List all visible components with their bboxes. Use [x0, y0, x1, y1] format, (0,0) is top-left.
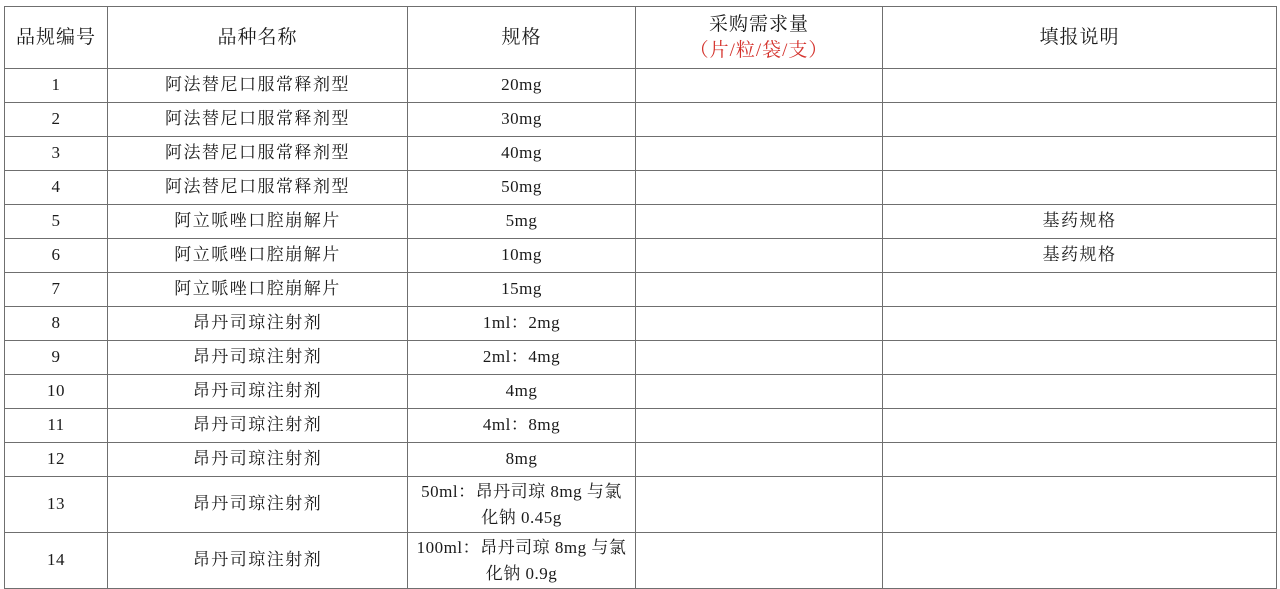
cell-code: 14 — [5, 533, 108, 589]
column-header-quantity-text: 采购需求量 — [708, 14, 809, 36]
table-row — [5, 103, 1277, 137]
table-row — [5, 443, 1277, 477]
cell-code: 13 — [5, 477, 108, 533]
cell-spec: 4ml：8mg — [408, 409, 636, 443]
cell-code: 9 — [5, 341, 108, 375]
column-header-quantity-unit: （片/粒/袋/支） — [689, 39, 829, 61]
cell-code: 12 — [5, 443, 108, 477]
cell-quantity[interactable] — [636, 307, 883, 341]
cell-spec: 30mg — [408, 103, 636, 137]
cell-name: 阿法替尼口服常释剂型 — [108, 103, 408, 137]
cell-name: 阿立哌唑口腔崩解片 — [108, 239, 408, 273]
cell-name: 昂丹司琼注射剂 — [108, 307, 408, 341]
cell-code: 3 — [5, 137, 108, 171]
cell-quantity[interactable] — [636, 171, 883, 205]
cell-name: 阿法替尼口服常释剂型 — [108, 171, 408, 205]
table-row — [5, 137, 1277, 171]
cell-spec: 2ml：4mg — [408, 341, 636, 375]
table-row — [5, 341, 1277, 375]
cell-name: 阿法替尼口服常释剂型 — [108, 69, 408, 103]
cell-note — [883, 341, 1277, 375]
column-header-name: 品种名称 — [108, 7, 408, 69]
cell-quantity[interactable] — [636, 341, 883, 375]
cell-spec: 40mg — [408, 137, 636, 171]
drug-procurement-table — [4, 6, 1277, 589]
cell-quantity[interactable] — [636, 137, 883, 171]
cell-spec: 50ml：昂丹司琼 8mg 与氯化钠 0.45g — [408, 477, 636, 533]
cell-quantity[interactable] — [636, 239, 883, 273]
cell-code: 4 — [5, 171, 108, 205]
cell-note — [883, 443, 1277, 477]
cell-name: 昂丹司琼注射剂 — [108, 375, 408, 409]
cell-code: 10 — [5, 375, 108, 409]
cell-spec: 4mg — [408, 375, 636, 409]
cell-spec: 100ml：昂丹司琼 8mg 与氯化钠 0.9g — [408, 533, 636, 589]
cell-spec: 20mg — [408, 69, 636, 103]
column-header-code: 品规编号 — [5, 7, 108, 69]
cell-code: 11 — [5, 409, 108, 443]
cell-name: 昂丹司琼注射剂 — [108, 409, 408, 443]
cell-note — [883, 409, 1277, 443]
table-row — [5, 409, 1277, 443]
cell-spec: 15mg — [408, 273, 636, 307]
cell-note — [883, 375, 1277, 409]
cell-spec: 50mg — [408, 171, 636, 205]
cell-quantity[interactable] — [636, 103, 883, 137]
cell-note — [883, 533, 1277, 589]
cell-name: 昂丹司琼注射剂 — [108, 477, 408, 533]
cell-code: 6 — [5, 239, 108, 273]
cell-note — [883, 273, 1277, 307]
cell-spec: 5mg — [408, 205, 636, 239]
cell-note — [883, 477, 1277, 533]
cell-spec: 1ml：2mg — [408, 307, 636, 341]
cell-spec: 10mg — [408, 239, 636, 273]
cell-name: 昂丹司琼注射剂 — [108, 443, 408, 477]
table-row — [5, 239, 1277, 273]
cell-quantity[interactable] — [636, 477, 883, 533]
cell-name: 昂丹司琼注射剂 — [108, 533, 408, 589]
cell-name: 昂丹司琼注射剂 — [108, 341, 408, 375]
cell-note — [883, 103, 1277, 137]
table-body — [5, 69, 1277, 589]
table-row — [5, 171, 1277, 205]
table-row — [5, 477, 1277, 533]
cell-quantity[interactable] — [636, 409, 883, 443]
table-row — [5, 205, 1277, 239]
cell-note — [883, 307, 1277, 341]
column-header-note: 填报说明 — [883, 7, 1277, 69]
cell-name: 阿立哌唑口腔崩解片 — [108, 205, 408, 239]
cell-note: 基药规格 — [883, 205, 1277, 239]
cell-note — [883, 171, 1277, 205]
cell-quantity[interactable] — [636, 205, 883, 239]
cell-code: 7 — [5, 273, 108, 307]
cell-quantity[interactable] — [636, 443, 883, 477]
cell-code: 1 — [5, 69, 108, 103]
cell-code: 2 — [5, 103, 108, 137]
table-header — [5, 7, 1277, 69]
table-row — [5, 533, 1277, 589]
cell-quantity[interactable] — [636, 375, 883, 409]
table-row — [5, 273, 1277, 307]
table-row — [5, 375, 1277, 409]
cell-code: 8 — [5, 307, 108, 341]
cell-quantity[interactable] — [636, 273, 883, 307]
cell-quantity[interactable] — [636, 69, 883, 103]
column-header-quantity — [636, 7, 883, 69]
cell-spec: 8mg — [408, 443, 636, 477]
table-header-row — [5, 7, 1277, 69]
table-row — [5, 69, 1277, 103]
cell-note: 基药规格 — [883, 239, 1277, 273]
column-header-spec: 规格 — [408, 7, 636, 69]
table-row — [5, 307, 1277, 341]
cell-quantity[interactable] — [636, 533, 883, 589]
cell-code: 5 — [5, 205, 108, 239]
cell-name: 阿法替尼口服常释剂型 — [108, 137, 408, 171]
cell-note — [883, 69, 1277, 103]
cell-note — [883, 137, 1277, 171]
cell-name: 阿立哌唑口腔崩解片 — [108, 273, 408, 307]
